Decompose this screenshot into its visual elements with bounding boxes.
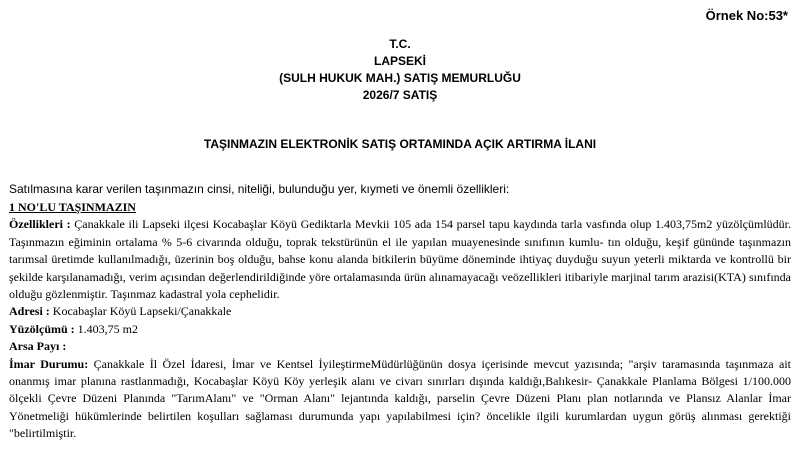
area-label: Yüzölçümü : <box>9 321 75 336</box>
intro-text: Satılmasına karar verilen taşınmazın cinsi, niteliği, bulunduğu yer, kıymeti ve önemli özellikleri: <box>9 182 510 196</box>
area-text: 1.403,75 m2 <box>74 321 139 336</box>
features-text: Çanakkale ili Lapseki ilçesi Kocabaşlar Köyü Gediktarla Mevkii 105 ada 154 parsel tapu kaydında tarla vasfında olup 1.403,75m2 yüzölçümlüdür. Taşınmazın eğiminin ortalama % 5-6 civarında olduğu, toprak tekstürünün el ile yapılan muayenesinde sınıfının kumlu- tın olduğu, keşif gününde taşınmazın tarımsal üretimde kullanılmadığı, üzerinin boş olduğu, bahse konu alanda bitkilerin büyüme döneminde ihtiyaç duyduğu suyun yeterli miktarda ve kontrollü bir şekilde karşılanamadığı, verim açısından değerlendirildiğinde yöre ortalamasında ürün alınamayacağı veözellikleri itibariyle marjinal tarım arazisi(KTA) sınıfında olduğu gözlenmiştir. Taşınmaz kadastral yola cephelidir. <box>9 217 791 302</box>
header-line-office: (SULH HUKUK MAH.) SATIŞ MEMURLUĞU <box>279 71 521 85</box>
address-paragraph <box>9 303 791 320</box>
area-paragraph <box>9 321 791 338</box>
property-details <box>9 199 791 443</box>
zoning-text: Çanakkale İl Özel İdaresi, İmar ve Kentsel İyileştirmeMüdürlüğünün dosya içerisinde mevcut yazısında; "arşiv taramasında taşınmaza ait onanmış imar planına rastlanmadığı, Kocabaşlar Köyü Köy yerleşik alanı ve civarı sınırları dışında kaldığı,Balıkesir- Çanakkale Planlama Bölgesi 1/100.000 ölçekli Çevre Düzeni Planında "TarımAlanı" ve "Orman Alanı" lejantında kaldığı, parselin Çevre Düzeni Planı plan notlarında ve Plansız Alanlar İmar Yönetmeliği hükümlerinde belirtilen koşulları sağlaması durumunda yapı yapılabilmesi için? öncelikle ilgili kurumlardan uygun görüş alınması gerektiği "belirtilmiştir. <box>9 356 791 441</box>
features-paragraph <box>9 216 791 303</box>
header-line-case: 2026/7 SATIŞ <box>362 88 438 102</box>
zoning-paragraph <box>9 356 791 443</box>
header-line-district: LAPSEKİ <box>373 54 426 68</box>
share-paragraph <box>9 338 791 355</box>
sample-number: Örnek No:53* <box>705 8 788 23</box>
address-text: Kocabaşlar Köyü Lapseki/Çanakkale <box>49 304 232 319</box>
property-heading: 1 NO'LU TAŞINMAZIN <box>9 200 136 214</box>
share-label: Arsa Payı : <box>9 339 67 354</box>
document-header <box>0 36 800 104</box>
notice-title: TAŞINMAZIN ELEKTRONİK SATIŞ ORTAMINDA AÇIK ARTIRMA İLANI <box>203 137 597 151</box>
features-label: Özellikleri : <box>9 217 71 232</box>
zoning-label: İmar Durumu: <box>9 356 89 371</box>
address-label: Adresi : <box>9 304 50 319</box>
header-line-tc: T.C. <box>389 37 411 51</box>
